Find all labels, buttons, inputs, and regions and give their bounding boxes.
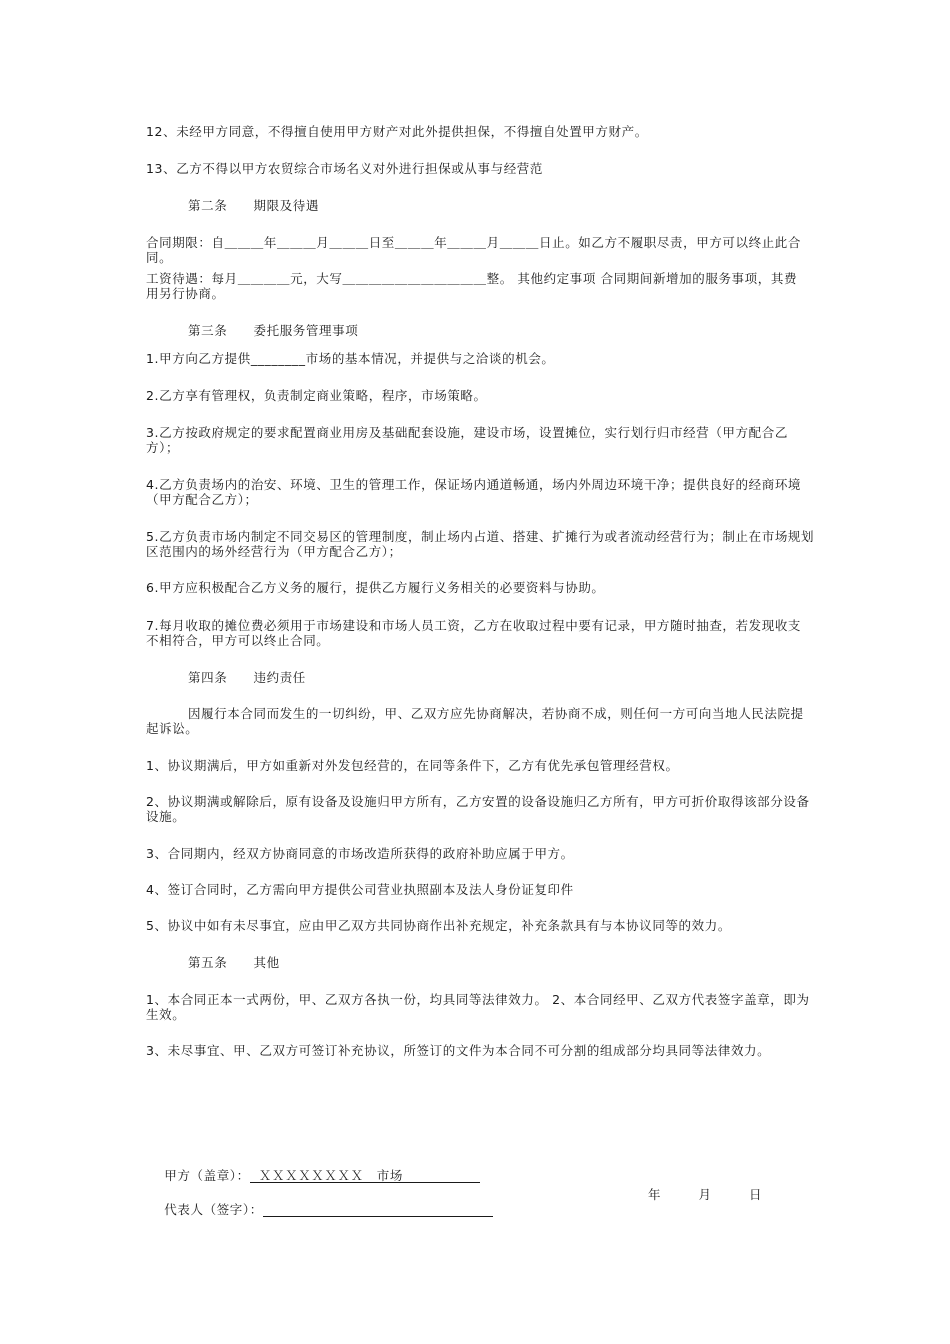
- party-a-seal-field[interactable]: [250, 1168, 480, 1183]
- party-a-label: 甲方（盖章）：: [164, 1168, 250, 1183]
- article-4-heading: 第四条 违约责任: [188, 670, 306, 685]
- clause-13: 13、乙方不得以甲方农贸综合市场名义对外进行担保或从事与经营范: [146, 161, 544, 176]
- representative-label: 代表人（签字）：: [164, 1202, 263, 1217]
- salary-terms: 工资待遇：每月＿＿＿＿元，大写＿＿＿＿＿＿＿＿＿＿＿整。 其他约定事项 合同期间新增加的服务事项，其费用另行协商。: [146, 271, 798, 301]
- article-4-intro: 因履行本合同而发生的一切纠纷，甲、乙双方应先协商解决，若协商不成，则任何一方可向当地人民法院提起诉讼。: [146, 706, 804, 736]
- article-4-item-5: 5、协议中如有未尽事宜，应由甲乙双方共同协商作出补充规定，补充条款具有与本协议同等的效力。: [146, 918, 731, 933]
- article-3-item-3: 3.乙方按政府规定的要求配置商业用房及基础配套设施，建设市场，设置摊位，实行划行归市经营（甲方配合乙方）；: [146, 425, 788, 455]
- article-3-item-1: 1.甲方向乙方提供________市场的基本情况，并提供与之洽谈的机会。: [146, 351, 555, 366]
- article-3-item-2: 2.乙方享有管理权，负责制定商业策略，程序，市场策略。: [146, 388, 487, 403]
- article-4-item-4: 4、签订合同时，乙方需向甲方提供公司营业执照副本及法人身份证复印件: [146, 882, 574, 897]
- article-4-item-3: 3、合同期内，经双方协商同意的市场改造所获得的政府补助应属于甲方。: [146, 846, 574, 861]
- representative-signature-field[interactable]: [263, 1202, 493, 1217]
- clause-12: 12、未经甲方同意，不得擅自使用甲方财产对此外提供担保，不得擅自处置甲方财产。: [146, 124, 648, 139]
- article-4-item-2: 2、协议期满或解除后，原有设备及设施归甲方所有，乙方安置的设备设施归乙方所有，甲方可折价取得该部分设备设施。: [146, 794, 810, 824]
- party-a-value: ＸＸＸＸＸＸＸＸ 市场: [249, 1168, 403, 1183]
- article-5-heading: 第五条 其他: [188, 955, 280, 970]
- representative-signature-row: [146, 1187, 493, 1232]
- contract-term: 合同期限：自＿＿＿年＿＿＿月＿＿＿日至＿＿＿年＿＿＿月＿＿＿日止。如乙方不履职尽责，甲方可以终止此合同。: [146, 235, 802, 265]
- article-5-item-3: 3、未尽事宜、甲、乙双方可签订补充协议，所签订的文件为本合同不可分割的组成部分均具同等法律效力。: [146, 1043, 771, 1058]
- article-4-item-1: 1、协议期满后，甲方如重新对外发包经营的，在同等条件下，乙方有优先承包管理经营权。: [146, 758, 679, 773]
- signature-date: [648, 1187, 762, 1202]
- article-5-item-1: 1、本合同正本一式两份，甲、乙双方各执一份，均具同等法律效力。 2、本合同经甲、乙双方代表签字盖章，即为生效。: [146, 992, 810, 1022]
- article-2-heading: 第二条 期限及待遇: [188, 198, 320, 213]
- article-3-heading: 第三条 委托服务管理事项: [188, 323, 359, 338]
- date-month: 月: [698, 1187, 712, 1202]
- date-year: 年: [648, 1187, 661, 1202]
- article-3-item-6: 6.甲方应积极配合乙方义务的履行，提供乙方履行义务相关的必要资料与协助。: [146, 580, 605, 595]
- date-day: 日: [749, 1187, 762, 1202]
- article-3-item-5: 5.乙方负责市场内制定不同交易区的管理制度，制止场内占道、搭建、扩摊行为或者流动经营行为；制止在市场规划区范围内的场外经营行为（甲方配合乙方）；: [146, 529, 815, 559]
- article-3-item-4: 4.乙方负责场内的治安、环境、卫生的管理工作，保证场内通道畅通，场内外周边环境干净；提供良好的经商环境（甲方配合乙方）；: [146, 477, 802, 507]
- article-3-item-7: 7.每月收取的摊位费必须用于市场建设和市场人员工资，乙方在收取过程中要有记录，甲方随时抽查，若发现收支不相符合，甲方可以终止合同。: [146, 618, 802, 648]
